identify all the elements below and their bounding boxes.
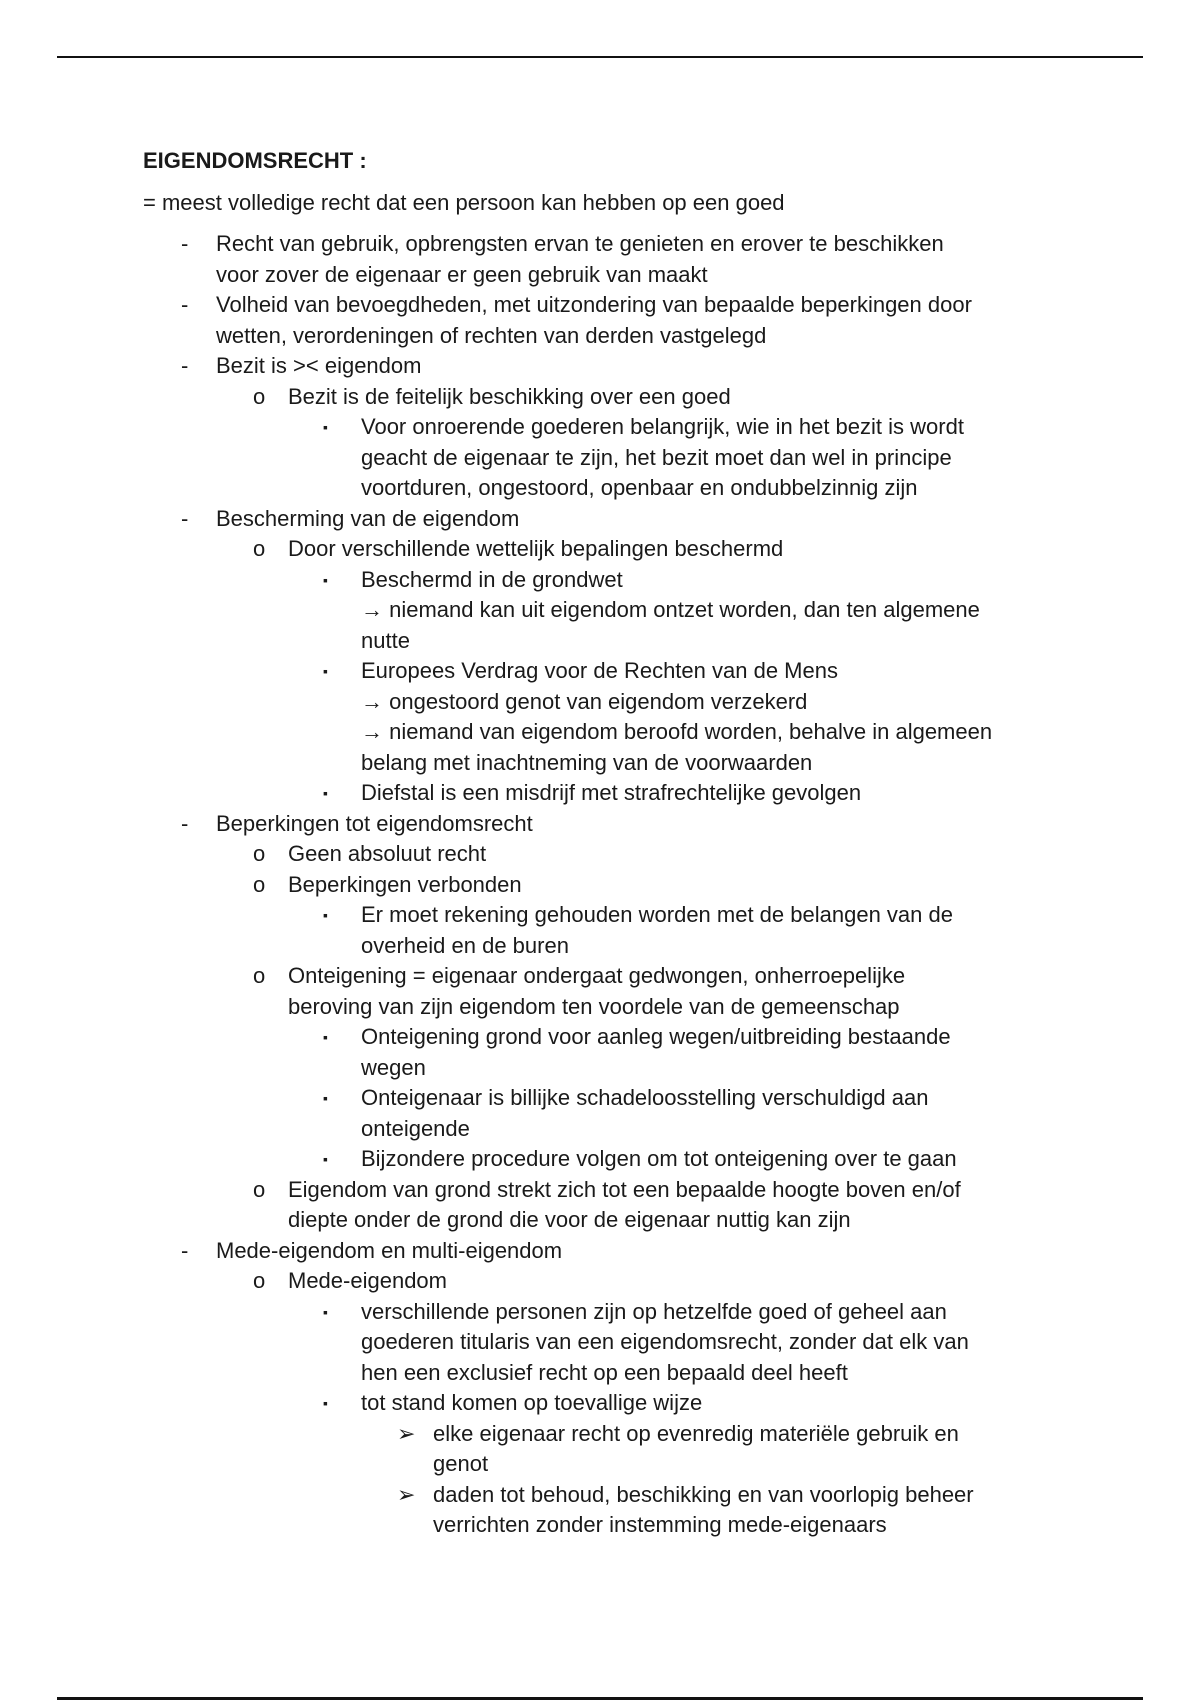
list-item — [143, 1083, 1073, 1144]
list-item-line: overheid en de buren — [361, 932, 569, 958]
list-item-line: belang met inachtneming van de voorwaarden — [361, 749, 813, 775]
bullet-marker: ▪ — [323, 1303, 328, 1320]
list-item — [143, 504, 1073, 535]
list-item-line: Volheid van bevoegdheden, met uitzondering van bepaalde beperkingen door — [216, 292, 972, 317]
bullet-marker: ▪ — [323, 571, 328, 588]
list-item-line: → ongestoord genot van eigendom verzekerd — [361, 688, 808, 714]
bullet-marker: o — [253, 871, 266, 897]
list-item-line: verrichten zonder instemming mede-eigenaars — [433, 1512, 887, 1537]
list-item-line: → niemand kan uit eigendom ontzet worden, dan ten algemene — [361, 597, 980, 622]
list-item — [143, 870, 1073, 901]
page-title: EIGENDOMSRECHT : — [143, 148, 367, 173]
list-item-line: wetten, verordeningen of rechten van derden vastgelegd — [216, 322, 767, 348]
list-item — [143, 351, 1073, 382]
list-item — [143, 229, 1073, 290]
list-item-line: genot — [433, 1451, 489, 1476]
list-item — [143, 1480, 1073, 1541]
list-item-line: Eigendom van grond strekt zich tot een bepaalde hoogte boven en/of — [288, 1176, 961, 1202]
list-item-line: Bijzondere procedure volgen om tot onteigening over te gaan — [361, 1146, 957, 1171]
bullet-marker: - — [181, 810, 189, 836]
list-item-line: Voor onroerende goederen belangrijk, wie in het bezit is wordt — [361, 414, 964, 439]
list-item-line: Door verschillende wettelijk bepalingen beschermd — [288, 536, 784, 561]
bullet-marker: ▪ — [323, 785, 328, 801]
list-item — [143, 778, 1073, 809]
bullet-marker: ▪ — [323, 419, 328, 435]
bullet-marker: - — [181, 505, 189, 531]
list-item-line: Er moet rekening gehouden worden met de belangen van de — [361, 902, 953, 927]
list-item-line: Onteigenaar is billijke schadeloosstelling verschuldigd aan — [361, 1085, 929, 1110]
document-body — [143, 146, 1073, 1541]
list-item — [143, 534, 1073, 565]
list-item — [143, 1419, 1073, 1480]
bullet-marker: o — [253, 1176, 266, 1202]
bullet-marker: o — [253, 841, 266, 866]
list-item — [143, 961, 1073, 1022]
list-item — [143, 1297, 1073, 1389]
list-item-line: Diefstal is een misdrijf met strafrechtelijke gevolgen — [361, 780, 862, 805]
list-item-line: Onteigening = eigenaar ondergaat gedwongen, onherroepelijke — [288, 963, 906, 988]
outline-list — [143, 229, 1073, 1541]
list-item-line: elke eigenaar recht op evenredig materiële gebruik en — [433, 1420, 959, 1446]
bullet-marker: o — [253, 1268, 266, 1293]
list-item-line: Geen absoluut recht — [288, 841, 487, 866]
list-item-line: voor zover de eigenaar er geen gebruik van maakt — [216, 261, 708, 287]
bullet-marker: ▪ — [323, 907, 328, 923]
list-item-line: Recht van gebruik, opbrengsten ervan te genieten en erover te beschikken — [216, 231, 944, 256]
list-item-line: daden tot behoud, beschikking en van voorlopig beheer — [433, 1481, 974, 1507]
list-item — [143, 1236, 1073, 1267]
list-item — [143, 656, 1073, 778]
list-item-line: goederen titularis van een eigendomsrecht, zonder dat elk van — [361, 1329, 969, 1354]
list-item-line: Beschermd in de grondwet — [361, 566, 623, 592]
bullet-marker: ➢ — [397, 1481, 416, 1507]
list-item-line: Europees Verdrag voor de Rechten van de Mens — [361, 658, 838, 683]
bullet-marker: o — [253, 536, 266, 561]
list-item-line: Bezit is >< eigendom — [216, 353, 422, 378]
bullet-marker: o — [253, 383, 266, 409]
list-item-line: Mede-eigendom — [288, 1268, 447, 1293]
list-item-line: hen een exclusief recht op een bepaald deel heeft — [361, 1359, 848, 1385]
list-item — [143, 809, 1073, 840]
list-item-line: Onteigening grond voor aanleg wegen/uitbreiding bestaande — [361, 1024, 951, 1049]
list-item — [143, 1388, 1073, 1419]
list-item — [143, 1022, 1073, 1083]
list-item-line: → niemand van eigendom beroofd worden, behalve in algemeen — [361, 719, 993, 744]
list-item — [143, 1144, 1073, 1175]
list-item — [143, 290, 1073, 351]
list-item — [143, 900, 1073, 961]
list-item-line: verschillende personen zijn op hetzelfde goed of geheel aan — [361, 1298, 947, 1324]
list-item — [143, 1266, 1073, 1297]
list-item-line: onteigende — [361, 1115, 470, 1141]
bullet-marker: - — [181, 1237, 189, 1263]
list-item-line: beroving van zijn eigendom ten voordele van de gemeenschap — [288, 993, 900, 1019]
bullet-marker: - — [181, 292, 189, 317]
list-item-line: nutte — [361, 627, 410, 653]
list-item — [143, 839, 1073, 870]
bullet-marker: ▪ — [323, 1151, 328, 1167]
list-item-line: Beperkingen verbonden — [288, 871, 522, 897]
list-item-line: Bescherming van de eigendom — [216, 505, 520, 531]
list-item-line: wegen — [361, 1054, 426, 1080]
bullet-marker: ▪ — [323, 1029, 328, 1045]
bullet-marker: ▪ — [323, 1395, 328, 1411]
definition-line: = meest volledige recht dat een persoon kan hebben op een goed — [143, 189, 785, 215]
list-item-line: voortduren, ongestoord, openbaar en ondubbelzinnig zijn — [361, 475, 918, 500]
list-item — [143, 1175, 1073, 1236]
list-item-line: Mede-eigendom en multi-eigendom — [216, 1237, 563, 1263]
bullet-marker: ▪ — [323, 663, 328, 679]
bullet-marker: ➢ — [397, 1420, 416, 1446]
list-item — [143, 565, 1073, 657]
list-item-line: tot stand komen op toevallige wijze — [361, 1390, 703, 1415]
bullet-marker: ▪ — [323, 1090, 328, 1106]
bullet-marker: o — [253, 963, 266, 988]
list-item-line: diepte onder de grond die voor de eigenaar nuttig kan zijn — [288, 1207, 851, 1232]
list-item-line: geacht de eigenaar te zijn, het bezit moet dan wel in principe — [361, 444, 952, 470]
bullet-marker: - — [181, 353, 189, 378]
list-item — [143, 382, 1073, 413]
bullet-marker: - — [181, 231, 189, 256]
list-item-line: Bezit is de feitelijk beschikking over een goed — [288, 383, 731, 409]
list-item-line: Beperkingen tot eigendomsrecht — [216, 810, 533, 836]
list-item — [143, 412, 1073, 504]
header-rule — [57, 56, 1143, 58]
